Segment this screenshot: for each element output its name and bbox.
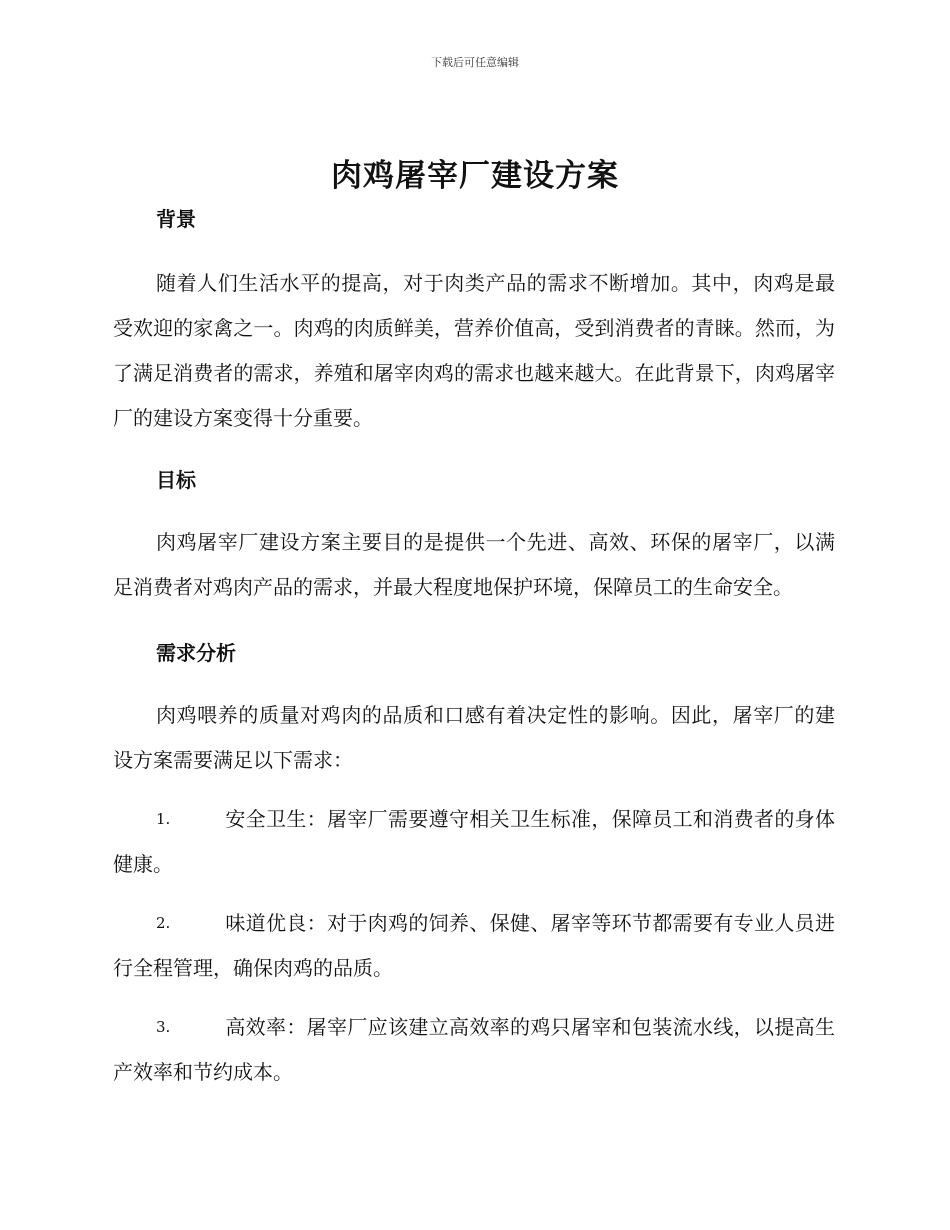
requirement-number: 2. xyxy=(156,914,171,932)
document-body xyxy=(113,204,835,1095)
header-note: 下载后可任意编辑 xyxy=(431,56,519,69)
section-paragraph-goal: 肉鸡屠宰厂建设方案主要目的是提供一个先进、高效、环保的屠宰厂，以满足消费者对鸡肉产品的需求，并最大程度地保护环境，保障员工的生命安全。 xyxy=(113,530,835,599)
requirement-item xyxy=(113,1005,835,1095)
requirement-item xyxy=(113,797,835,887)
requirement-text: 味道优良：对于肉鸡的饲养、保健、屠宰等环节都需要有专业人员进行全程管理，确保肉鸡的品质。 xyxy=(113,911,835,980)
section-heading-goal: 目标 xyxy=(156,468,196,492)
section-paragraph-background: 随着人们生活水平的提高，对于肉类产品的需求不断增加。其中，肉鸡是最受欢迎的家禽之一。肉鸡的肉质鲜美，营养价值高，受到消费者的青睐。然而，为了满足消费者的需求，养殖和屠宰肉鸡的需求也越来越大。在此背景下，肉鸡屠宰厂的建设方案变得十分重要。 xyxy=(113,271,835,430)
requirement-number: 1. xyxy=(156,810,171,828)
requirement-number: 3. xyxy=(156,1018,171,1036)
requirement-item xyxy=(113,901,835,991)
section-heading-requirements: 需求分析 xyxy=(156,641,236,665)
requirement-text: 高效率：屠宰厂应该建立高效率的鸡只屠宰和包装流水线，以提高生产效率和节约成本。 xyxy=(113,1015,835,1084)
section-heading-background: 背景 xyxy=(156,207,196,231)
requirement-text: 安全卫生：屠宰厂需要遵守相关卫生标准，保障员工和消费者的身体健康。 xyxy=(113,807,835,876)
document-title: 肉鸡屠宰厂建设方案 xyxy=(331,158,619,194)
section-paragraph-requirements: 肉鸡喂养的质量对鸡肉的品质和口感有着决定性的影响。因此，屠宰厂的建设方案需要满足以下需求： xyxy=(113,703,835,772)
